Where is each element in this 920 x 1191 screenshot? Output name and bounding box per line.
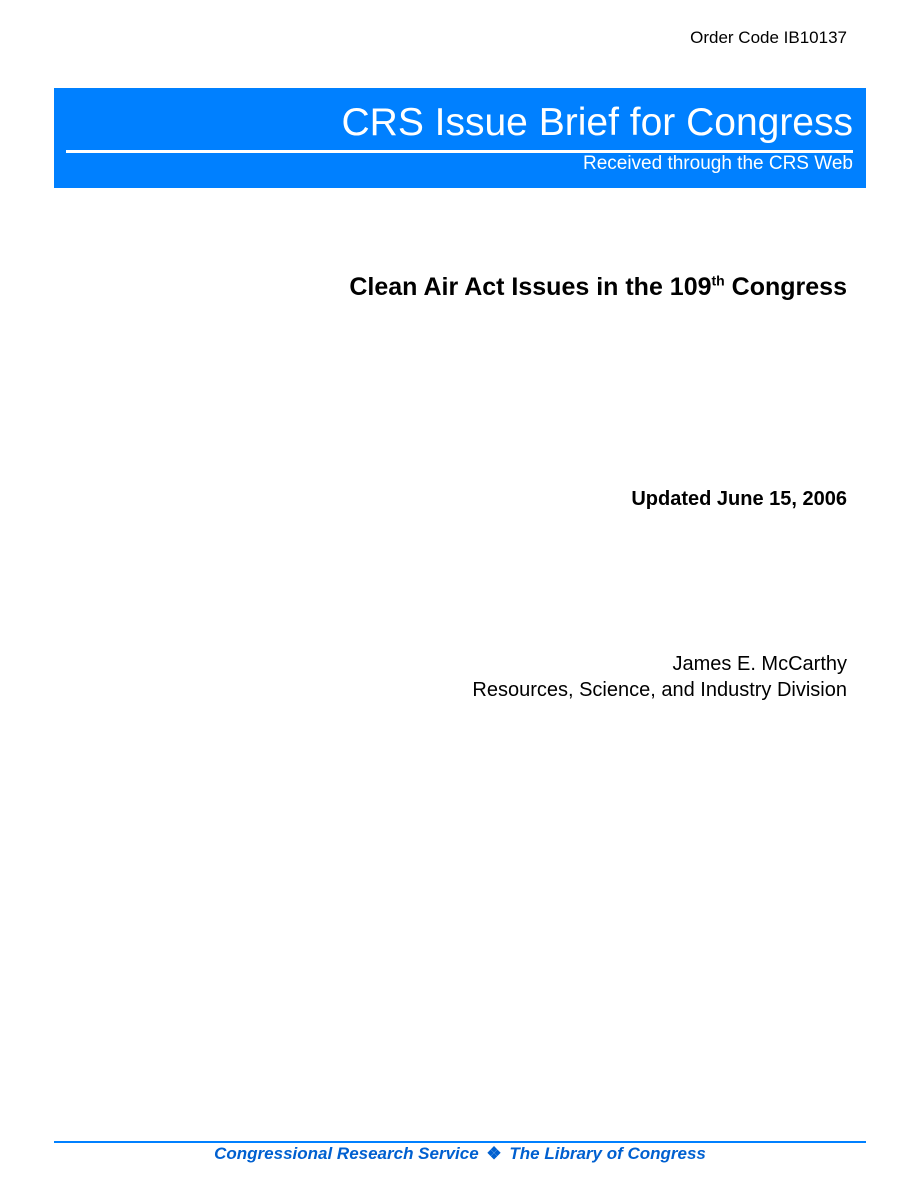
banner-subtitle: Received through the CRS Web xyxy=(582,153,853,174)
footer xyxy=(0,1144,920,1164)
banner-title: CRS Issue Brief for Congress xyxy=(341,101,853,144)
footer-left: Congressional Research Service xyxy=(214,1144,479,1163)
footer-divider xyxy=(54,1141,866,1143)
crs-banner xyxy=(54,88,866,188)
document-title-superscript: th xyxy=(711,272,725,289)
updated-date: Updated June 15, 2006 xyxy=(631,488,847,510)
author-name: James E. McCarthy xyxy=(672,653,847,675)
author-division: Resources, Science, and Industry Division xyxy=(472,679,847,701)
author-block xyxy=(472,651,847,703)
document-title xyxy=(349,272,847,302)
diamond-icon: ❖ xyxy=(486,1144,502,1163)
order-code: Order Code IB10137 xyxy=(690,28,847,47)
document-title-main: Clean Air Act Issues in the 109 xyxy=(349,273,712,301)
footer-right: The Library of Congress xyxy=(509,1144,706,1163)
document-title-end: Congress xyxy=(724,273,847,301)
